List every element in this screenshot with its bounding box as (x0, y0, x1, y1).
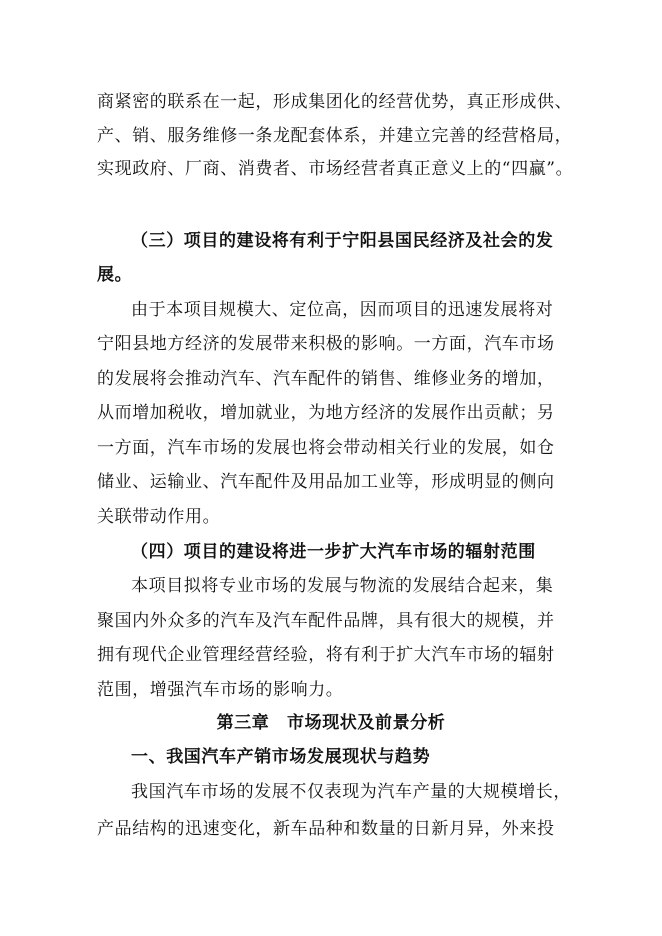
section-title: 一、我国汽车产销市场发展现状与趋势 (131, 747, 431, 767)
paragraph-line: 宁阳县地方经济的发展带来积极的影响。一方面，汽车市场 (97, 334, 555, 354)
section-heading-3: （三）项目的建设将有利于宁阳县国民经济及社会的发 (131, 231, 554, 251)
paragraph-line: 储业、运输业、汽车配件及用品加工业等，形成明显的侧向 (97, 472, 555, 492)
paragraph-line: 的发展将会推动汽车、汽车配件的销售、维修业务的增加， (97, 369, 555, 389)
paragraph-line: 一方面，汽车市场的发展也将会带动相关行业的发展，如仓 (97, 438, 555, 458)
paragraph-line: 产、销、服务维修一条龙配套体系，并建立完善的经营格局， (97, 126, 573, 146)
paragraph-line: 实现政府、厂商、消费者、市场经营者真正意义上的“四赢”。 (97, 159, 574, 179)
paragraph-line: 关联带动作用。 (97, 507, 221, 527)
section-heading-4: （四）项目的建设将进一步扩大汽车市场的辐射范围 (131, 542, 536, 562)
paragraph-line: 聚国内外众多的汽车及汽车配件品牌，具有很大的规模，并 (97, 611, 555, 631)
chapter-title: 第三章 市场现状及前景分析 (216, 713, 446, 733)
paragraph-line: 从而增加税收，增加就业，为地方经济的发展作出贡献；另 (97, 403, 555, 423)
paragraph-line: 我国汽车市场的发展不仅表现为汽车产量的大规模增长， (131, 782, 571, 802)
paragraph-line: 由于本项目规模大、定位高，因而项目的迅速发展将对 (131, 300, 554, 320)
section-heading-3-cont: 展。 (97, 265, 133, 285)
paragraph-line: 范围，增强汽车市场的影响力。 (97, 680, 344, 700)
paragraph-line: 产品结构的迅速变化，新车品种和数量的日新月异，外来投 (97, 819, 555, 839)
paragraph-line: 本项目拟将专业市场的发展与物流的发展结合起来，集 (131, 576, 554, 596)
paragraph-line: 商紧密的联系在一起，形成集团化的经营优势，真正形成供、 (97, 92, 573, 112)
paragraph-line: 拥有现代企业管理经营经验，将有利于扩大汽车市场的辐射 (97, 645, 555, 665)
